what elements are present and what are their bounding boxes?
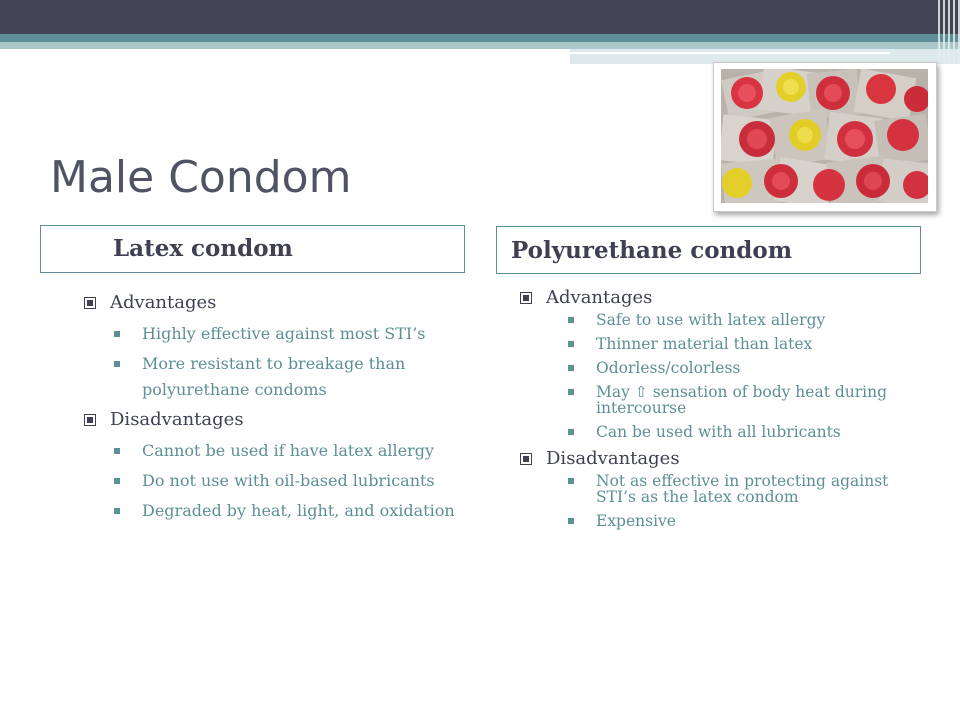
disadvantages-heading bbox=[84, 409, 464, 430]
list-item-text: Highly effective against most STI’s bbox=[142, 324, 426, 343]
list-item-text: May ⇧ sensation of body heat during intercourse bbox=[596, 383, 888, 417]
accent-band bbox=[0, 34, 960, 42]
advantages-label: Advantages bbox=[110, 292, 217, 313]
disadvantages-list bbox=[84, 438, 464, 524]
list-item-text: Expensive bbox=[596, 512, 676, 530]
square-bullet-icon bbox=[114, 331, 120, 337]
list-item bbox=[114, 468, 464, 494]
polyurethane-condom-header: Polyurethane condom bbox=[496, 226, 921, 274]
decorative-line bbox=[570, 52, 890, 54]
list-item-text: Can be used with all lubricants bbox=[596, 423, 841, 441]
slide-title: Male Condom bbox=[50, 152, 352, 203]
square-bullet-icon bbox=[568, 341, 574, 347]
list-item-text: Thinner material than latex bbox=[596, 335, 813, 353]
square-bullet-icon bbox=[568, 389, 574, 395]
list-item bbox=[568, 360, 920, 376]
square-bullet-icon bbox=[568, 518, 574, 524]
disadvantages-label: Disadvantages bbox=[110, 409, 244, 430]
list-item bbox=[114, 321, 464, 347]
box-bullet-icon bbox=[520, 453, 532, 465]
list-item-text: Cannot be used if have latex allergy bbox=[142, 441, 435, 460]
disadvantages-label: Disadvantages bbox=[546, 448, 680, 469]
box-bullet-icon bbox=[84, 414, 96, 426]
advantages-list bbox=[520, 312, 920, 440]
list-item bbox=[568, 424, 920, 440]
square-bullet-icon bbox=[568, 429, 574, 435]
list-item-text: Odorless/colorless bbox=[596, 359, 741, 377]
disadvantages-heading bbox=[520, 448, 920, 469]
advantages-list bbox=[84, 321, 464, 403]
list-item bbox=[568, 384, 920, 416]
polyurethane-condom-column bbox=[520, 287, 920, 537]
advantages-heading bbox=[84, 292, 464, 313]
list-item bbox=[114, 351, 464, 403]
square-bullet-icon bbox=[568, 317, 574, 323]
box-bullet-icon bbox=[520, 292, 532, 304]
box-bullet-icon bbox=[84, 297, 96, 309]
square-bullet-icon bbox=[114, 448, 120, 454]
list-item bbox=[568, 513, 920, 529]
disadvantages-list bbox=[520, 473, 920, 529]
latex-condom-header: Latex condom bbox=[40, 225, 465, 273]
condom-packets-photo bbox=[713, 62, 937, 212]
list-item-text: Safe to use with latex allergy bbox=[596, 311, 826, 329]
square-bullet-icon bbox=[568, 365, 574, 371]
list-item-text: More resistant to breakage than polyurethane condoms bbox=[142, 354, 406, 399]
list-item-text: Not as effective in protecting against STI’s as the latex condom bbox=[596, 472, 889, 506]
list-item bbox=[114, 438, 464, 464]
top-decoration-bar bbox=[0, 0, 960, 34]
square-bullet-icon bbox=[114, 478, 120, 484]
latex-condom-column bbox=[84, 292, 464, 530]
condom-packets-image bbox=[721, 69, 928, 203]
accent-band-light bbox=[0, 42, 960, 49]
list-item bbox=[568, 312, 920, 328]
list-item bbox=[568, 336, 920, 352]
square-bullet-icon bbox=[568, 478, 574, 484]
list-item-text: Do not use with oil-based lubricants bbox=[142, 471, 435, 490]
advantages-label: Advantages bbox=[546, 287, 653, 308]
list-item bbox=[114, 498, 464, 524]
decorative-vertical-lines bbox=[928, 0, 960, 64]
list-item-text: Degraded by heat, light, and oxidation bbox=[142, 501, 455, 520]
square-bullet-icon bbox=[114, 361, 120, 367]
advantages-heading bbox=[520, 287, 920, 308]
square-bullet-icon bbox=[114, 508, 120, 514]
list-item bbox=[568, 473, 920, 505]
